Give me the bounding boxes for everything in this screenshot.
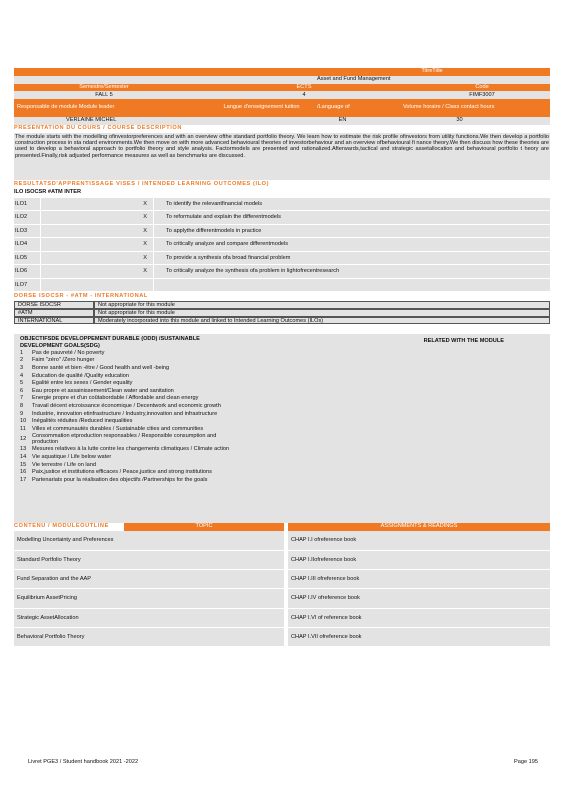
sdg-text: Faim "zéro" /Zero hunger (32, 357, 95, 364)
ilo-code: ILO2 (14, 211, 40, 224)
assignment-cell: CHAP I.I ofreference book (288, 531, 550, 549)
sdg-number: 8 (20, 402, 24, 409)
sdg-number: 15 (20, 461, 27, 468)
ilo-row (14, 251, 550, 265)
sdg-header (20, 336, 544, 349)
ilo-code: ILO4 (14, 238, 40, 251)
ilo-row (14, 278, 550, 292)
sdg-text: Education de qualité /Quality education (32, 372, 130, 379)
sdg-item (20, 461, 544, 469)
ilo-row (14, 224, 550, 238)
ilo-text (154, 279, 550, 292)
mapping-row (14, 301, 550, 309)
sdg-item (20, 410, 544, 418)
mapping-text: Not appropriate for this module (94, 301, 550, 309)
title-label-row (14, 68, 550, 76)
sdg-number: 17 (20, 476, 27, 483)
module-sheet (14, 68, 550, 647)
sdg-number: 10 (20, 418, 27, 425)
sdg-text (32, 433, 216, 446)
sdg-related-label: RELATED WITH THE MODULE (423, 338, 504, 345)
mapping-label: DORSE ISOCSR (14, 301, 94, 309)
mapping-label: #ATM (14, 309, 94, 317)
ilo-title: RESULTATSD'APPRENTISSAGE VISES / INTENDED LEARNING OUTCOMES (ILO) (14, 180, 270, 187)
assign-header: ASSIGNMENTS & READINGS (288, 523, 550, 531)
ilo-mark (41, 279, 153, 292)
sdg-section (14, 334, 550, 523)
topic-row (14, 609, 550, 628)
ilo-mark: X (41, 238, 153, 251)
langue-value: EN (338, 117, 347, 124)
sdg-list (20, 349, 544, 484)
ilo-code: ILO3 (14, 225, 40, 238)
sdg-text: Vie aquatique / Life below water (32, 453, 112, 460)
ilo-row (14, 197, 550, 211)
language-label: /Language of (317, 104, 350, 111)
assignment-cell: CHAP I.IIofreference book (288, 551, 550, 569)
sdg-text: Bonne santé et bien -être / Good health and well -being (32, 365, 170, 371)
semester-value-row (14, 91, 550, 99)
sdg-text: Energie propre et d'un coûtabordable / Affordable and clean energy (32, 395, 199, 402)
topic-row (14, 551, 550, 570)
presentation-text: The module starts with the modelling ofinvestorpreferences and with an overview ofthe standard portfolio theory. We learn how to estimate the risk profile ofinvestors from utility functions.We then develop a portfolio construction process in sta ndard environments.We then move on with more advanced behavioural theories of investorbehaviour and an overview ofbehavioural fi nance theory.We then discuss how these theories are used to develop a behavioral approach to portfolio theory and style analysis. Factormodels are presented and rationalized.Afterwards,tactical and strategic assetallocation and behavioural portfolio t heory are presented.Finally,risk adjusted performance measures as well as benchmarks are discussed. (14, 133, 550, 180)
ilo-text: To reformulate and explain the differentmodels (154, 211, 550, 224)
sdg-number: 11 (20, 425, 26, 432)
sdg-title-line1: OBJECTIFSDE DEVELOPPEMENT DURABLE (ODD) /SUSTAINABLE (20, 336, 200, 343)
sdg-number: 14 (20, 453, 27, 460)
ilo-mark: X (41, 211, 153, 224)
volume-value: 30 (456, 117, 463, 124)
sdg-text: Inégalités réduites /Reduced inequalities (32, 418, 133, 425)
topic-header: TOPIC (124, 523, 284, 531)
ilo-row (14, 237, 550, 251)
sdg-text: Industrie, innovation etinfrastructure / Industry,innovation and infrastructure (32, 410, 218, 417)
sdg-text: Mesures relatives à la lutte contre les changements climatiques / Climate action (32, 446, 230, 453)
topic-cell: Fund Separation and the AAP (14, 570, 284, 588)
ilo-mark: X (41, 225, 153, 238)
sdg-item (20, 446, 544, 454)
sdg-text: Paix,justice et institutions efficaces / Peace,justice and strong institutions (32, 469, 212, 476)
sdg-number: 1 (20, 349, 24, 356)
topic-row (14, 589, 550, 608)
semester-header-row (14, 84, 550, 92)
sdg-text: Villes et communautés durables / Sustainable cities and communities (32, 425, 204, 432)
sdg-number: 3 (20, 365, 24, 371)
mapping-row (14, 309, 550, 317)
responsable-value-row (14, 117, 550, 125)
ects-value: 4 (302, 91, 306, 98)
responsable-label: Responsable de module Module leader (17, 104, 115, 111)
ilo-mark: X (41, 252, 153, 265)
assignment-cell: CHAP I.VI of reference book (288, 609, 550, 627)
sdg-text: Eau propre et assainissement/Clean water and sanitation (32, 387, 174, 394)
contents-header-row (14, 523, 550, 531)
sdg-text: Partenariats pour la réalisation des objectifs /Partnerships for the goals (32, 476, 208, 483)
ilo-text: To provide a synthesis ofa broad financial problem (154, 252, 550, 265)
sdg-text: Travail décent etcroissance économique / Decentwork and economic growth (32, 402, 221, 409)
assignment-cell: CHAP I.IV ofreference book (288, 589, 550, 607)
title-value: Asset and Fund Management (317, 76, 391, 83)
sdg-item (20, 453, 544, 461)
title-value-row (14, 76, 550, 84)
footer-left: Livret PGE3 / Student handbook 2021 -2022 (28, 759, 139, 765)
sdg-number: 9 (20, 410, 24, 417)
sdg-text: Vie terrestre / Life on land (32, 461, 96, 468)
sdg-number: 7 (20, 395, 24, 402)
sdg-text-line2: production (32, 439, 59, 446)
volume-label: Volume horaire / Class contact hours (403, 104, 495, 111)
presentation-title: PRESENTATION DU COURS / COURSE DESCRIPTION (14, 124, 182, 131)
ilo-code: ILO7 (14, 279, 40, 292)
responsable-value: VERLAINE MICHEL (66, 117, 117, 124)
assignment-cell: CHAP I.VII ofreference book (288, 628, 550, 646)
footer (28, 759, 538, 765)
mapping-label: INTERNATIONAL (14, 317, 94, 325)
sdg-item (20, 469, 544, 477)
sdg-text: Pas de pauvreté / No poverty (32, 349, 105, 356)
topic-row (14, 531, 550, 550)
sdg-item (20, 425, 544, 433)
code-value: FIMF3007 (469, 91, 495, 98)
ilo-list (14, 197, 550, 292)
sdg-number: 6 (20, 387, 24, 394)
topic-cell: Modelling Uncertainty and Preferences (14, 531, 284, 549)
responsable-header-row (14, 99, 550, 117)
sdg-number: 4 (20, 372, 24, 379)
sdg-item (20, 476, 544, 484)
ilo-text: To critically analyze and compare differentmodels (154, 238, 550, 251)
sdg-title-line2: DEVELOPMENT GOALS(SDG) (20, 342, 100, 349)
sdg-item (20, 380, 544, 388)
sdg-text-line1: Consommation etproduction responsables / Responsible consumption and (32, 432, 217, 439)
sdg-item (20, 402, 544, 410)
sdg-item (20, 433, 544, 446)
sdg-number: 16 (20, 469, 27, 476)
ilo-code: ILO5 (14, 252, 40, 265)
ilo-mark: X (41, 265, 153, 278)
sdg-item (20, 364, 544, 372)
semester-label: Semestre/Semester (79, 84, 129, 91)
sdg-item (20, 418, 544, 426)
page-number: Page 195 (514, 759, 538, 765)
langue-label: Langue d'enseignement tuition (223, 104, 300, 111)
mapping-row (14, 317, 550, 325)
sdg-text: Egalité entre les sexes / Gender equality (32, 380, 133, 387)
title-label: TitreTitle (421, 68, 443, 74)
ilo-text: To applythe differentmodels in practice (154, 225, 550, 238)
ilo-code: ILO1 (14, 198, 40, 211)
topic-cell: Equilibrium AssetPricing (14, 589, 284, 607)
ilo-text: To critically analyze the synthesis ofa problem in lightofrecentresearch (154, 265, 550, 278)
ilo-text: To identify the relevantfinancial models (154, 198, 550, 211)
ilo-row (14, 210, 550, 224)
topic-row (14, 570, 550, 589)
sdg-item (20, 372, 544, 380)
sdg-item (20, 349, 544, 357)
sdg-number: 12 (20, 436, 27, 443)
mapping-text: Moderately incorporated into this module and linked to Intended Learning Outcomes (ILOs) (94, 317, 550, 325)
sdg-item (20, 387, 544, 395)
contents-title: CONTENU / MODULEOUTLINE (14, 523, 124, 531)
topic-row (14, 628, 550, 647)
sdg-title (20, 336, 200, 349)
mapping-table (14, 301, 550, 324)
sdg-number: 2 (20, 357, 24, 364)
ects-label: ECTS (296, 84, 312, 91)
ilo-code: ILO6 (14, 265, 40, 278)
mapping-text: Not appropriate for this module (94, 309, 550, 317)
topic-cell: Standard Portfolio Theory (14, 551, 284, 569)
topic-cell: Strategic AssetAllocation (14, 609, 284, 627)
sdg-number: 13 (20, 446, 27, 453)
code-label: Code (475, 84, 489, 91)
ilo-row (14, 264, 550, 278)
ilo-header: ILO ISOCSR #ATM INTER (14, 188, 82, 195)
ilo-mark: X (41, 198, 153, 211)
semester-value: FALL 5 (95, 91, 113, 98)
topic-cell: Behavioral Portfolio Theory (14, 628, 284, 646)
assignment-cell: CHAP I.III ofreference book (288, 570, 550, 588)
sdg-item (20, 395, 544, 403)
mapping-title: DORSE ISOCSR - #ATM - INTERNATIONAL (14, 293, 148, 299)
sdg-item (20, 357, 544, 365)
sdg-number: 5 (20, 380, 24, 387)
topic-table (14, 531, 550, 647)
